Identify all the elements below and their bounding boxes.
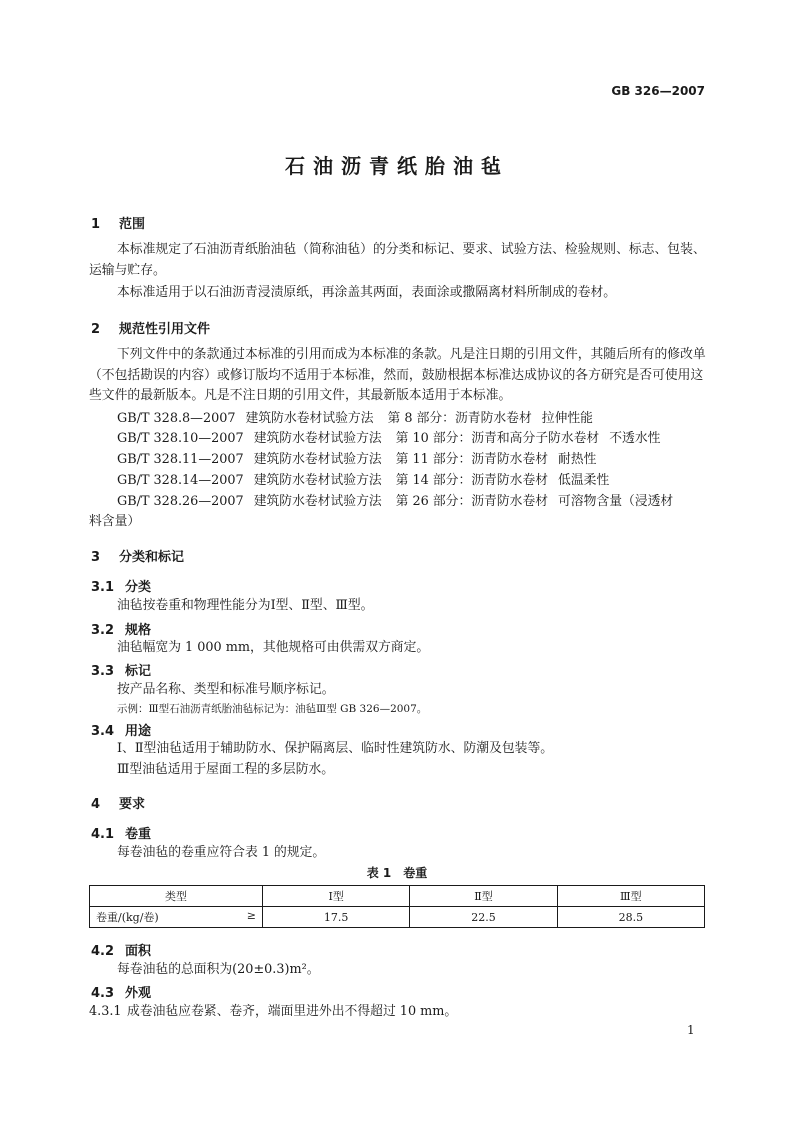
subsection-number: 4.1	[91, 827, 115, 842]
page-number: 1	[687, 1023, 695, 1037]
subsection-3-4-line-2: Ⅲ型油毡适用于屋面工程的多层防水。	[117, 762, 335, 777]
table-row	[90, 907, 705, 928]
section-1-paragraph-1: 本标准规定了石油沥青纸胎油毡（简称油毡）的分类和标记、要求、试验方法、检验规则、标志、包装、运输与贮存。	[89, 242, 706, 278]
row-label-text: 卷重/(kg/卷)	[96, 911, 159, 924]
section-number: 1	[91, 217, 101, 232]
section-title: 范围	[119, 217, 146, 232]
standard-code: GB 326—2007	[611, 84, 705, 98]
subsection-3-3-heading	[91, 660, 151, 679]
subsection-3-4-line-1: Ⅰ、Ⅱ型油毡适用于辅助防水、保护隔离层、临时性建筑防水、防潮及包装等。	[117, 741, 554, 756]
subsection-title: 卷重	[125, 827, 152, 842]
reference-item	[117, 429, 660, 449]
subsection-number: 4.2	[91, 944, 115, 959]
reference-part: 第 10 部分：沥青和高分子防水卷材	[395, 431, 600, 446]
greater-equal-symbol: ≥	[246, 909, 256, 922]
section-number: 4	[91, 797, 101, 812]
reference-property: 低温柔性	[558, 473, 610, 488]
reference-title: 建筑防水卷材试验方法	[245, 411, 374, 426]
subsection-title: 用途	[125, 724, 152, 739]
section-3-heading	[91, 546, 184, 565]
table-row-label	[90, 907, 263, 928]
reference-code: GB/T 328.10—2007	[117, 431, 244, 446]
section-number: 2	[91, 322, 101, 337]
subsection-title: 外观	[125, 986, 152, 1001]
reference-property: 拉伸性能	[541, 411, 593, 426]
section-title: 分类和标记	[119, 550, 185, 565]
subsection-4-1-text: 每卷油毡的卷重应符合表 1 的规定。	[117, 845, 326, 860]
section-2-paragraph: 下列文件中的条款通过本标准的引用而成为本标准的条款。凡是注日期的引用文件，其随后所有的修改单（不包括勘误的内容）或修订版均不适用于本标准，然而，鼓励根据本标准达成协议的各方研究是否可使用这些文件的最新版本。凡是不注日期的引用文件，其最新版本适用于本标准。	[89, 347, 706, 403]
subsection-number: 3.2	[91, 623, 115, 638]
reference-item	[117, 471, 609, 491]
subsection-title: 面积	[125, 944, 152, 959]
roll-weight-table	[89, 885, 705, 928]
reference-part: 第 11 部分：沥青防水卷材	[395, 452, 549, 467]
subsection-number: 3.4	[91, 724, 115, 739]
table-header-row	[90, 886, 705, 907]
subsection-3-1-heading	[91, 576, 151, 595]
reference-part: 第 8 部分：沥青防水卷材	[387, 411, 532, 426]
subsection-4-3-heading	[91, 982, 151, 1001]
reference-title: 建筑防水卷材试验方法	[253, 494, 382, 509]
subsection-number: 3.1	[91, 580, 115, 595]
table-header-cell: Ⅲ型	[557, 886, 704, 907]
subsection-4-2-heading	[91, 940, 151, 959]
section-2-heading	[91, 318, 210, 337]
section-title: 规范性引用文件	[119, 322, 211, 337]
marking-example: 示例：Ⅲ型石油沥青纸胎油毡标记为：油毡Ⅲ型 GB 326—2007。	[117, 703, 428, 715]
table-header-cell: 类型	[90, 886, 263, 907]
clause-text: 成卷油毡应卷紧、卷齐，端面里进外出不得超过 10 mm。	[127, 1004, 458, 1019]
reference-part: 第 14 部分：沥青防水卷材	[395, 473, 549, 488]
clause-4-3-1	[89, 1002, 457, 1022]
section-1-paragraph-2: 本标准适用于以石油沥青浸渍原纸，再涂盖其两面，表面涂或撒隔离材料所制成的卷材。	[117, 285, 617, 300]
reference-title: 建筑防水卷材试验方法	[253, 431, 382, 446]
table-cell: 17.5	[263, 907, 410, 928]
table-caption: 表 1 卷重	[366, 866, 428, 880]
subsection-4-2-text: 每卷油毡的总面积为(20±0.3)m²。	[117, 962, 320, 977]
table-header-cell: Ⅰ型	[263, 886, 410, 907]
subsection-3-4-heading	[91, 720, 151, 739]
table-header-cell: Ⅱ型	[410, 886, 557, 907]
reference-property: 可溶物含量（浸透材	[558, 494, 674, 509]
reference-title: 建筑防水卷材试验方法	[253, 452, 382, 467]
section-number: 3	[91, 550, 101, 565]
reference-item	[117, 492, 673, 512]
subsection-title: 规格	[125, 623, 152, 638]
reference-item	[117, 409, 593, 429]
document-title: 石油沥青纸胎油毡	[285, 154, 509, 178]
reference-title: 建筑防水卷材试验方法	[253, 473, 382, 488]
subsection-number: 3.3	[91, 664, 115, 679]
reference-item	[117, 450, 596, 470]
table-cell: 28.5	[557, 907, 704, 928]
reference-code: GB/T 328.26—2007	[117, 494, 244, 509]
reference-property: 不透水性	[609, 431, 661, 446]
reference-code: GB/T 328.11—2007	[117, 452, 244, 467]
reference-code: GB/T 328.8—2007	[117, 411, 236, 426]
subsection-3-1-text: 油毡按卷重和物理性能分为Ⅰ型、Ⅱ型、Ⅲ型。	[117, 598, 374, 613]
subsection-3-3-text: 按产品名称、类型和标准号顺序标记。	[117, 682, 335, 697]
clause-number: 4.3.1	[89, 1004, 122, 1019]
reference-code: GB/T 328.14—2007	[117, 473, 244, 488]
section-4-heading	[91, 793, 145, 812]
subsection-4-1-heading	[91, 823, 151, 842]
subsection-3-2-heading	[91, 619, 151, 638]
reference-continuation: 料含量）	[89, 514, 141, 529]
subsection-3-2-text: 油毡幅宽为 1 000 mm，其他规格可由供需双方商定。	[117, 640, 430, 655]
section-title: 要求	[119, 797, 146, 812]
subsection-title: 分类	[125, 580, 152, 595]
subsection-number: 4.3	[91, 986, 115, 1001]
reference-part: 第 26 部分：沥青防水卷材	[395, 494, 549, 509]
section-1-heading	[91, 213, 145, 232]
reference-property: 耐热性	[558, 452, 597, 467]
subsection-title: 标记	[125, 664, 152, 679]
table-cell: 22.5	[410, 907, 557, 928]
